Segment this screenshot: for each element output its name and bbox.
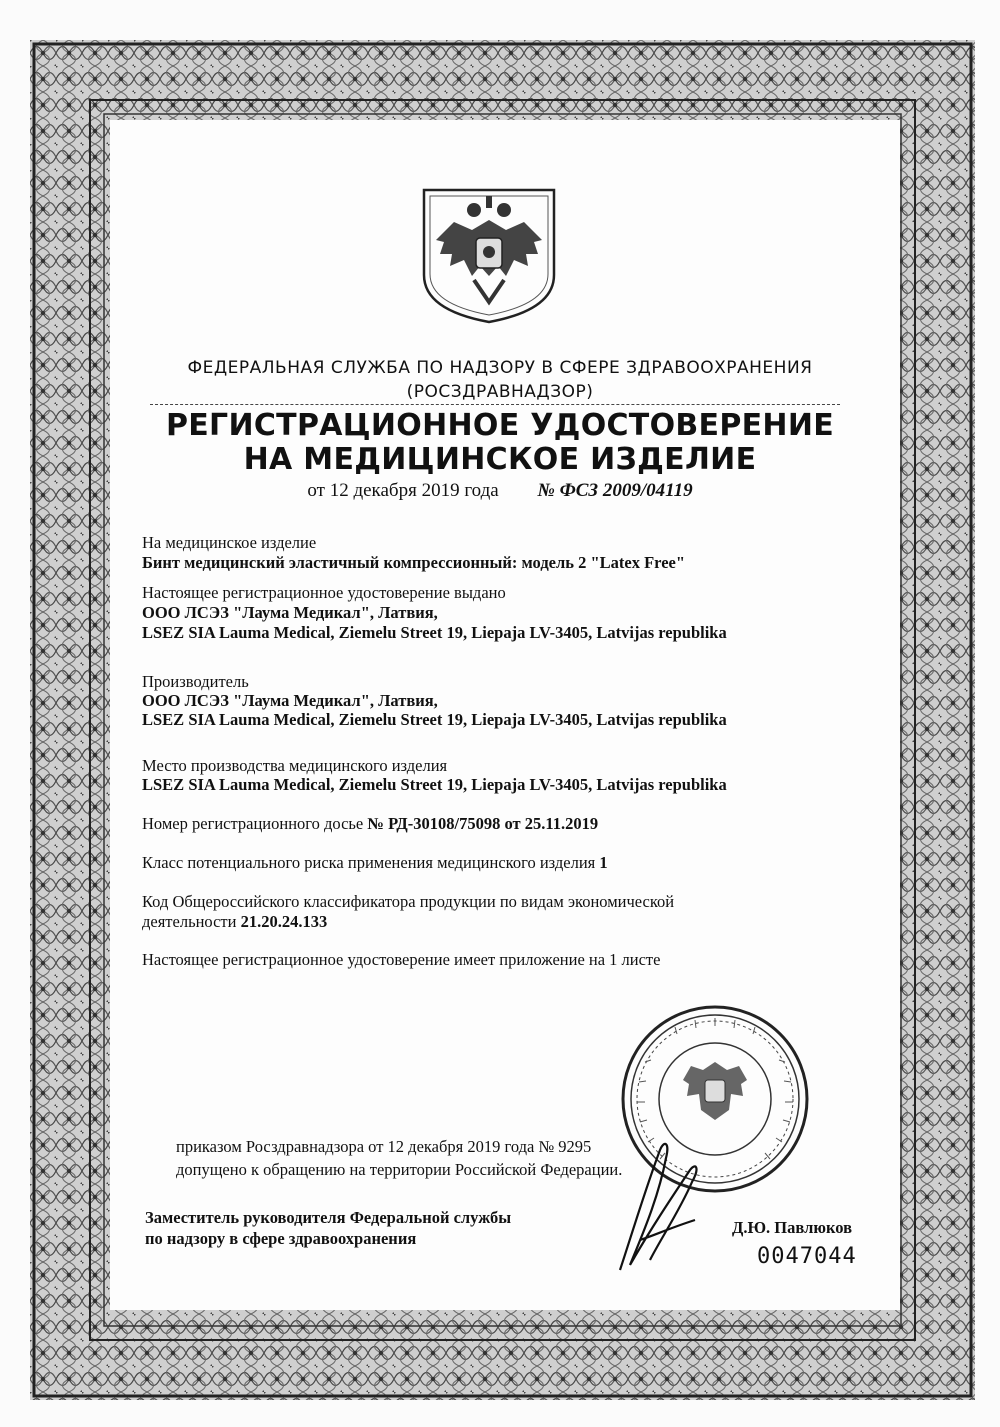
- production-site-en: LSEZ SIA Lauma Medical, Ziemelu Street 19, Liepaja LV-3405, Latvijas republika: [142, 775, 727, 794]
- issued-to-en: LSEZ SIA Lauma Medical, Ziemelu Street 19, Liepaja LV-3405, Latvijas republika: [142, 623, 727, 642]
- risk-class-line: [142, 853, 882, 873]
- device-name: Бинт медицинский эластичный компрессионный: модель 2 "Latex Free": [142, 553, 686, 572]
- deputy-title-line-2: по надзору в сфере здравоохранения: [145, 1229, 417, 1248]
- issued-label: Настоящее регистрационное удостоверение выдано: [142, 583, 506, 602]
- risk-class-label: Класс потенциального риска применения медицинского изделия: [142, 853, 596, 872]
- signer-name: Д.Ю. Павлюков: [732, 1218, 852, 1237]
- issued-to-ru: ООО ЛСЭЗ "Лаума Медикал", Латвия,: [142, 603, 438, 622]
- production-site-label: Место производства медицинского изделия: [142, 756, 448, 775]
- agency-abbreviation: (РОСЗДРАВНАДЗОР): [406, 382, 594, 402]
- certificate-number: № ФСЗ 2009/04119: [537, 480, 693, 501]
- signature: [600, 1130, 710, 1280]
- device-label: На медицинское изделие: [142, 533, 317, 552]
- manufacturer-ru: ООО ЛСЭЗ "Лаума Медикал", Латвия,: [142, 691, 438, 710]
- risk-class-value: 1: [599, 853, 608, 872]
- okpd-line-1: Код Общероссийского классификатора продукции по видам экономической: [142, 892, 675, 911]
- okpd-code: 21.20.24.133: [240, 912, 328, 931]
- dossier-label: Номер регистрационного досье: [142, 814, 364, 833]
- dossier-line: [142, 814, 882, 834]
- issue-line: [100, 480, 900, 502]
- order-line-1: приказом Росздравнадзора от 12 декабря 2019 года № 9295: [176, 1137, 592, 1156]
- dossier-value: № РД-30108/75098 от 25.11.2019: [367, 814, 599, 833]
- appendix-note: Настоящее регистрационное удостоверение имеет приложение на 1 листе: [142, 950, 661, 969]
- okpd-line-2: [142, 912, 882, 932]
- coat-of-arms-emblem: [414, 180, 564, 325]
- agency-name: ФЕДЕРАЛЬНАЯ СЛУЖБА ПО НАДЗОРУ В СФЕРЕ ЗДРАВООХРАНЕНИЯ: [187, 358, 813, 378]
- issue-date: от 12 декабря 2019 года: [307, 480, 499, 501]
- form-serial-number: 0047044: [757, 1244, 857, 1269]
- document-subtitle: НА МЕДИЦИНСКОЕ ИЗДЕЛИЕ: [243, 442, 757, 477]
- manufacturer-label: Производитель: [142, 672, 249, 691]
- document-title: РЕГИСТРАЦИОННОЕ УДОСТОВЕРЕНИЕ: [165, 408, 835, 443]
- deputy-title-line-1: Заместитель руководителя Федеральной службы: [145, 1208, 512, 1227]
- order-line-2: допущено к обращению на территории Российской Федерации.: [176, 1160, 623, 1179]
- manufacturer-en: LSEZ SIA Lauma Medical, Ziemelu Street 19, Liepaja LV-3405, Latvijas republika: [142, 710, 727, 729]
- divider: [150, 404, 840, 405]
- okpd-label: деятельности: [142, 912, 237, 931]
